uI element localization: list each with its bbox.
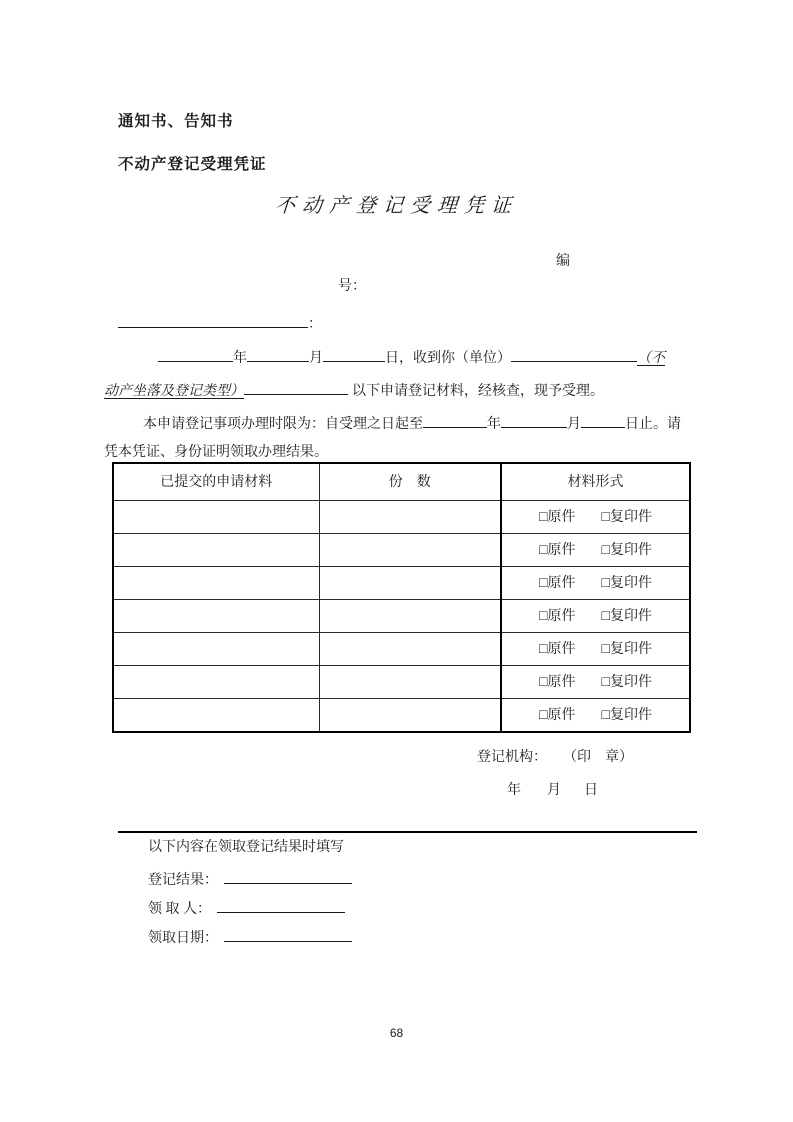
pickup-instruction-line: 凭本凭证、身份证明领取办理结果。 <box>104 445 328 460</box>
addressee-line <box>118 310 322 334</box>
material-cell <box>113 699 319 733</box>
col-header-form: 材料形式 <box>501 463 690 501</box>
calligraphy-title: 不动产登记受理凭证 <box>274 195 519 217</box>
original-checkbox-option: □原件 <box>539 641 576 657</box>
original-checkbox-option: □原件 <box>539 674 576 690</box>
col-header-materials: 已提交的申请材料 <box>113 463 319 501</box>
property-type-line <box>104 377 604 401</box>
form-title-heading: 不动产登记受理凭证 <box>118 156 267 173</box>
original-checkbox-option: □原件 <box>539 707 576 723</box>
paren-not-italic: （不 <box>637 351 665 366</box>
material-cell <box>113 501 319 534</box>
table-header-row <box>113 463 690 501</box>
form-cell <box>501 534 690 567</box>
result-label: 登记结果： <box>148 873 218 888</box>
property-blank-field <box>244 377 348 395</box>
unit-name-blank-field <box>511 344 637 362</box>
received-from-label: 日，收到你（单位） <box>385 351 511 366</box>
material-cell <box>113 567 319 600</box>
deadline-line <box>143 410 681 434</box>
materials-accepted-text: 以下申请登记材料，经核查，现予受理。 <box>352 384 604 399</box>
month-blank-field <box>247 344 309 362</box>
material-cell <box>113 600 319 633</box>
sign-year-label: 年 <box>507 783 521 798</box>
deadline-day-blank <box>581 410 625 428</box>
registry-seal-line <box>477 748 633 767</box>
pickup-date-line <box>148 924 352 948</box>
deadline-year-label: 年 <box>487 417 501 432</box>
day-blank-field <box>323 344 385 362</box>
table-row <box>113 534 690 567</box>
copy-checkbox-option: □复印件 <box>601 707 652 723</box>
form-cell <box>501 501 690 534</box>
count-cell <box>319 534 501 567</box>
month-label: 月 <box>309 351 323 366</box>
count-cell <box>319 699 501 733</box>
material-cell <box>113 666 319 699</box>
copy-checkbox-option: □复印件 <box>601 641 652 657</box>
seal-placeholder: （印 章） <box>563 750 633 765</box>
deadline-month-blank <box>501 410 567 428</box>
form-cell <box>501 567 690 600</box>
deadline-suffix: 日止。请 <box>625 417 681 432</box>
deadline-year-blank <box>423 410 487 428</box>
original-checkbox-option: □原件 <box>539 542 576 558</box>
deadline-prefix: 本申请登记事项办理时限为：自受理之日起至 <box>143 417 423 432</box>
copy-checkbox-option: □复印件 <box>601 575 652 591</box>
pickup-date-label: 领取日期： <box>148 931 218 946</box>
original-checkbox-option: □原件 <box>539 575 576 591</box>
copy-checkbox-option: □复印件 <box>601 608 652 624</box>
form-cell <box>501 699 690 733</box>
table-row <box>113 666 690 699</box>
form-cell <box>501 666 690 699</box>
material-cell <box>113 633 319 666</box>
table-row <box>113 699 690 733</box>
pickup-note: 以下内容在领取登记结果时填写 <box>148 840 344 855</box>
sign-date-line <box>507 781 598 800</box>
serial-no-label: 号： <box>338 279 366 294</box>
table-row <box>113 567 690 600</box>
year-label: 年 <box>233 351 247 366</box>
original-checkbox-option: □原件 <box>539 509 576 525</box>
year-blank-field <box>158 344 233 362</box>
copy-checkbox-option: □复印件 <box>601 509 652 525</box>
form-cell <box>501 633 690 666</box>
count-cell <box>319 633 501 666</box>
divider-line <box>118 831 697 833</box>
result-line <box>148 866 352 890</box>
copy-checkbox-option: □复印件 <box>601 674 652 690</box>
recipient-label: 领 取 人： <box>148 902 211 917</box>
deadline-month-label: 月 <box>567 417 581 432</box>
material-cell <box>113 534 319 567</box>
page-number: 68 <box>389 1026 404 1040</box>
sign-month-label: 月 <box>547 783 561 798</box>
registry-label: 登记机构： <box>477 750 547 765</box>
table-row <box>113 501 690 534</box>
count-cell <box>319 501 501 534</box>
copy-checkbox-option: □复印件 <box>601 542 652 558</box>
table-row <box>113 633 690 666</box>
serial-no-char: 编 <box>556 254 570 269</box>
count-cell <box>319 666 501 699</box>
pickup-date-blank-field <box>224 924 352 942</box>
sign-day-label: 日 <box>584 783 598 798</box>
property-type-italic: 动产坐落及登记类型） <box>104 384 244 399</box>
original-checkbox-option: □原件 <box>539 608 576 624</box>
result-blank-field <box>224 866 352 884</box>
receipt-date-line <box>104 344 665 368</box>
addressee-colon: ： <box>308 317 322 332</box>
notice-heading: 通知书、告知书 <box>118 113 234 130</box>
addressee-blank-field <box>118 310 308 328</box>
recipient-line <box>148 895 345 919</box>
count-cell <box>319 600 501 633</box>
table-row <box>113 600 690 633</box>
materials-table <box>112 462 691 733</box>
recipient-blank-field <box>217 895 345 913</box>
col-header-count: 份 数 <box>319 463 501 501</box>
count-cell <box>319 567 501 600</box>
form-cell <box>501 600 690 633</box>
